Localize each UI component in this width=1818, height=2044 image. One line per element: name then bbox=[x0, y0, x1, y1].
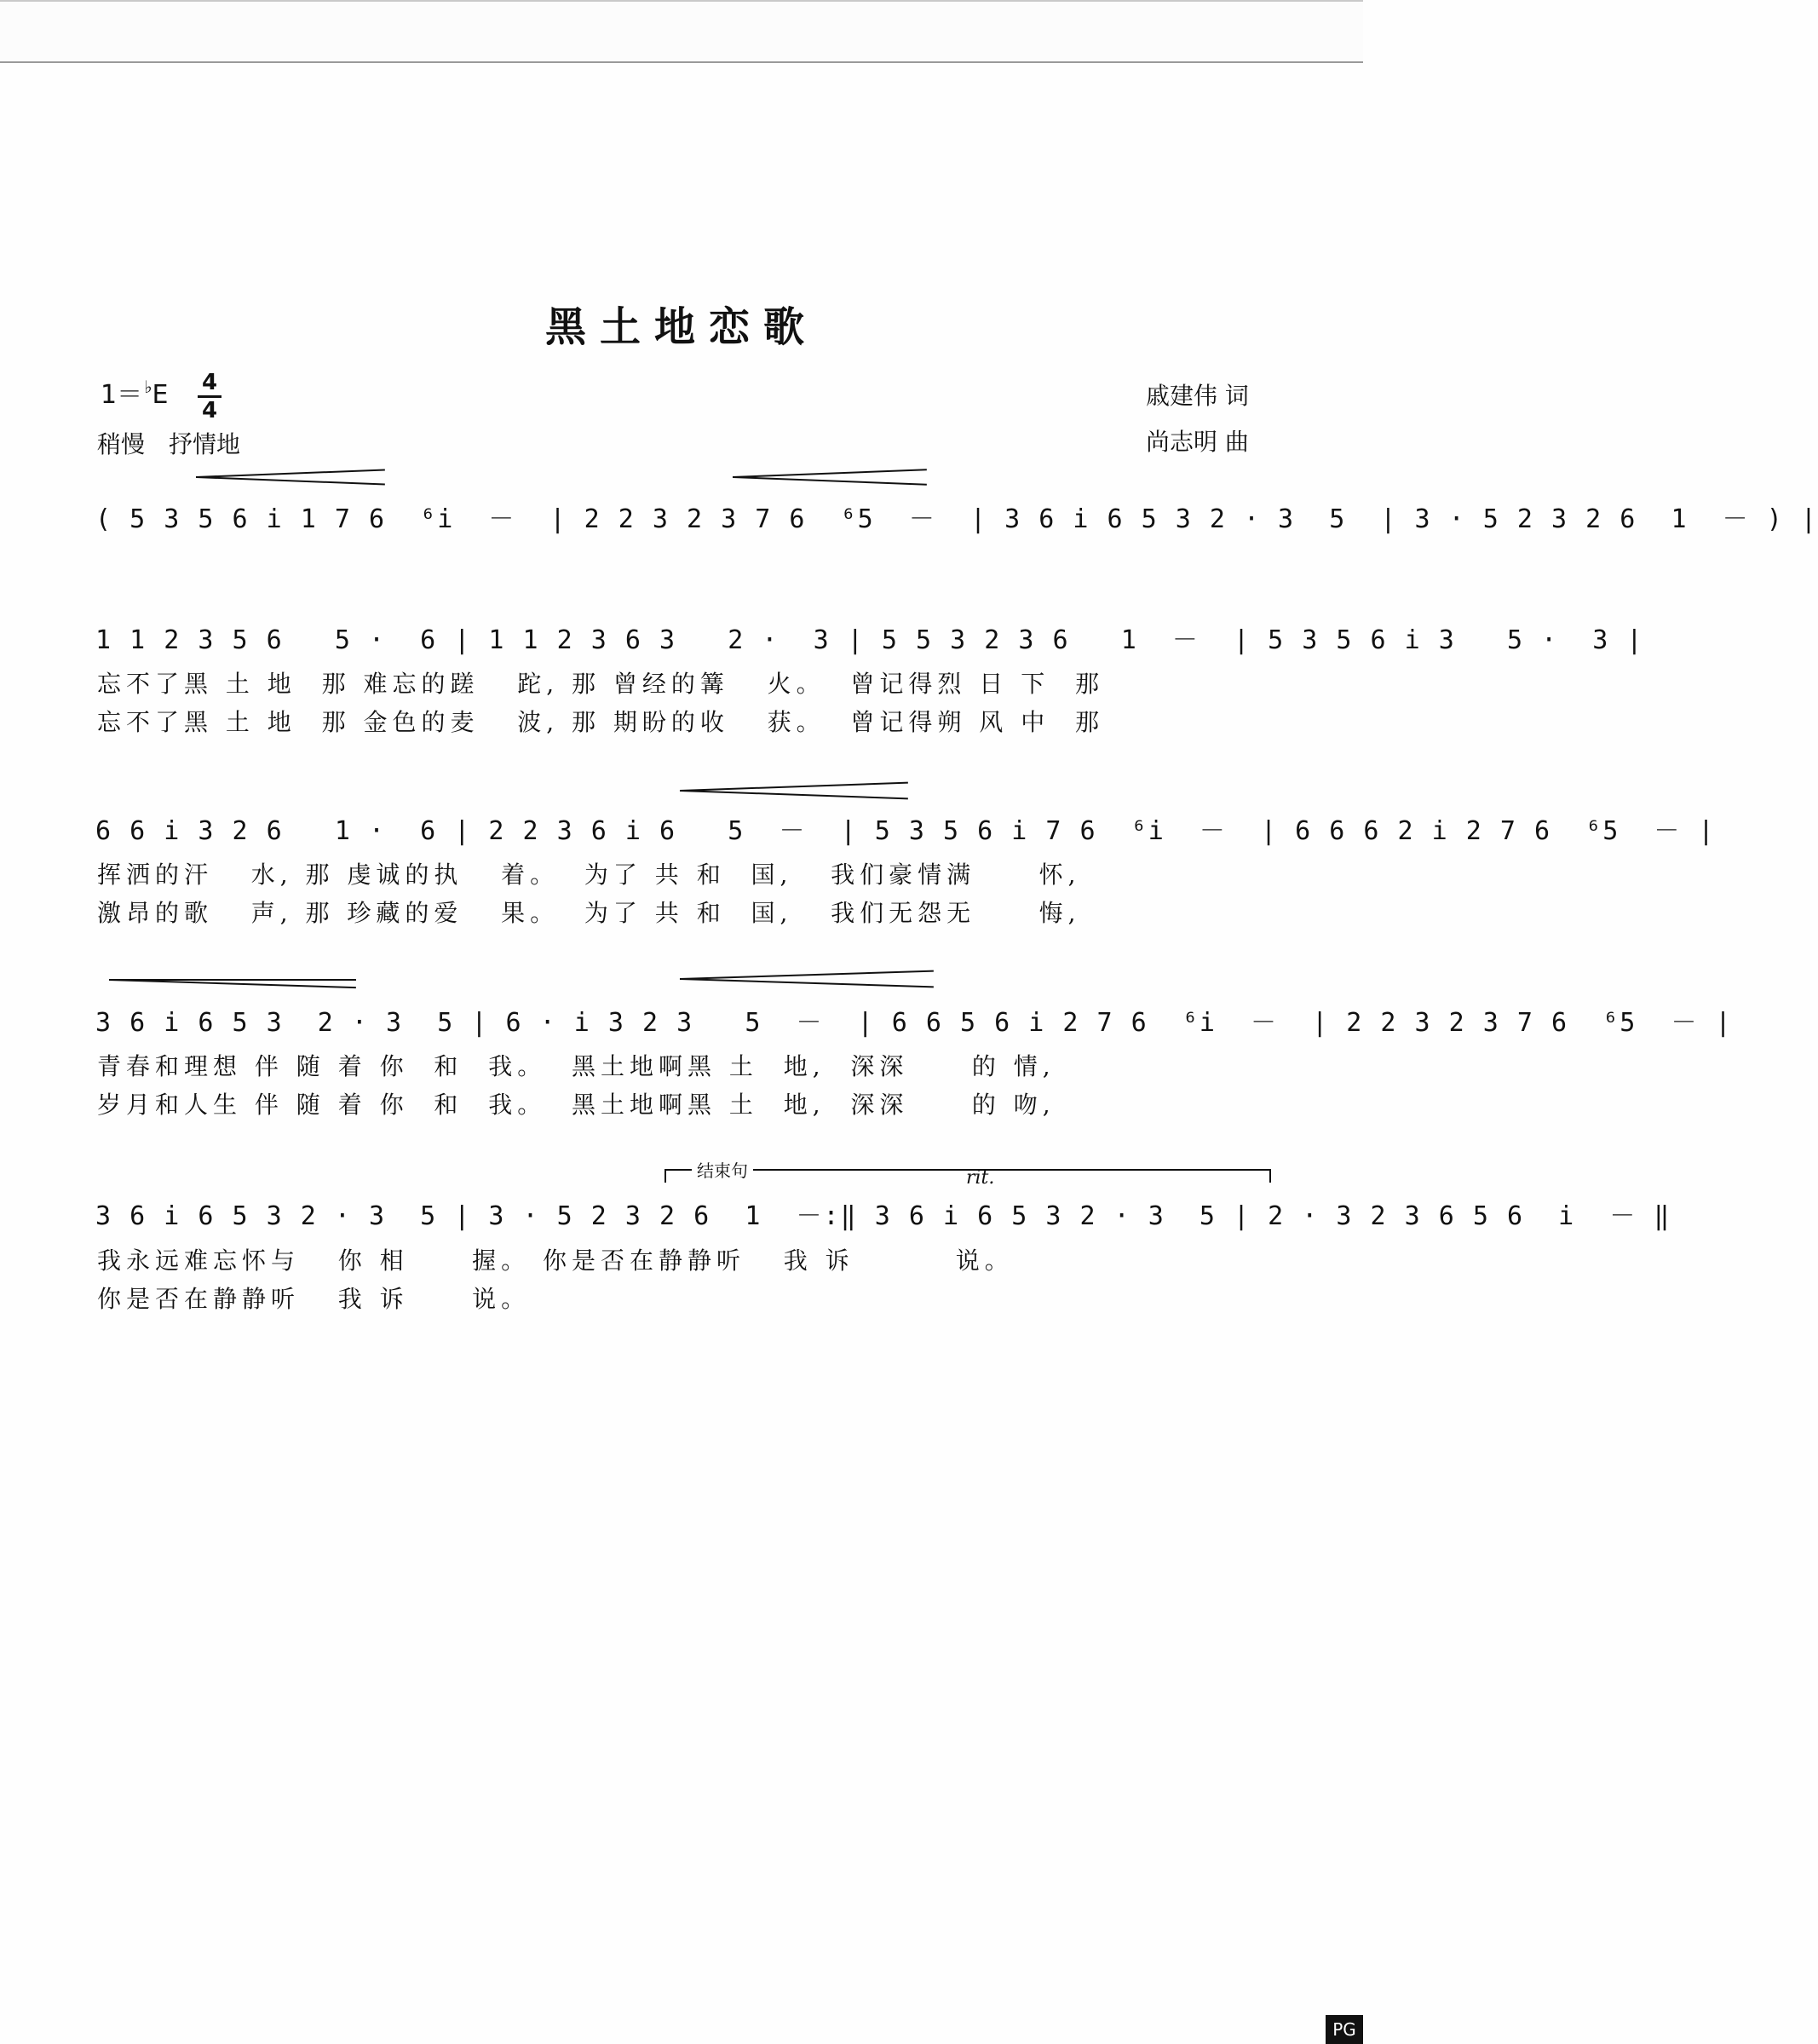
lyric-verse-2: 激昂的歌 声, 那 珍藏的爱 果。 为了 共 和 国, 我们无怨无 悔, bbox=[97, 899, 1081, 927]
ending-label: 结束句 bbox=[692, 1157, 753, 1182]
lyric-verse-2: 你是否在静静听 我 诉 说。 bbox=[97, 1285, 531, 1313]
top-divider bbox=[0, 0, 1363, 2]
lyric-verse-1: 我永远难忘怀与 你 相 握。 你是否在静静听 我 诉 说。 bbox=[97, 1247, 1014, 1275]
time-signature bbox=[198, 371, 221, 422]
staff-line-2: 1 1 2 3 5 6 5 · 6 | 1 1 2 3 6 3 2 · 3 | 5 5 3 2 3 6 1 － | 5 3 5 6 i 3 5 · 3 | bbox=[95, 625, 1644, 655]
lyric-verse-2: 忘不了黑 土 地 那 金色的麦 波, 那 期盼的收 获。 曾记得朔 风 中 那 bbox=[97, 708, 1105, 736]
tempo-marking: 稍慢 抒情地 bbox=[97, 430, 241, 458]
lyricist-credit: 戚建伟 词 bbox=[1146, 382, 1249, 410]
top-bar bbox=[0, 0, 1363, 63]
time-top: 4 bbox=[201, 370, 218, 395]
page-number-tab: PG bbox=[1326, 2015, 1363, 2044]
flat-sign: ♭ bbox=[144, 377, 152, 397]
composer-credit: 尚志明 曲 bbox=[1146, 428, 1249, 456]
key-signature bbox=[101, 373, 169, 411]
staff-line-5: 3 6 i 6 5 3 2 · 3 5 | 3 · 5 2 3 2 6 1 －:‖ 3 6 i 6 5 3 2 · 3 5 | 2 · 3 2 3 6 5 6 i － ‖ bbox=[95, 1201, 1671, 1231]
lyric-verse-2: 岁月和人生 伴 随 着 你 和 我。 黑土地啊黑 土 地, 深深 的 吻, bbox=[97, 1091, 1056, 1119]
lyric-verse-1: 忘不了黑 土 地 那 难忘的蹉 跎, 那 曾经的篝 火。 曾记得烈 日 下 那 bbox=[97, 670, 1105, 698]
staff-line-1: ( 5 3 5 6 i 1 7 6 ⁶i － | 2 2 3 2 3 7 6 ⁶5 － | 3 6 i 6 5 3 2 · 3 5 | 3 · 5 2 3 2 6 1 － ) | bbox=[95, 504, 1818, 534]
lyric-verse-1: 挥洒的汗 水, 那 虔诚的执 着。 为了 共 和 国, 我们豪情满 怀, bbox=[97, 861, 1081, 889]
ritardando-mark: rit. bbox=[966, 1167, 995, 1189]
song-title: 黑土地恋歌 bbox=[544, 303, 818, 351]
time-bottom: 4 bbox=[201, 398, 218, 423]
key-note: E bbox=[152, 380, 169, 410]
staff-line-3: 6 6 i 3 2 6 1 · 6 | 2 2 3 6 i 6 5 － | 5 3 5 6 i 7 6 ⁶i － | 6 6 6 2 i 2 7 6 ⁶5 － | bbox=[95, 816, 1716, 846]
staff-line-4: 3 6 i 6 5 3 2 · 3 5 | 6 · i 3 2 3 5 － | 6 6 5 6 i 2 7 6 ⁶i － | 2 2 3 2 3 7 6 ⁶5 － | bbox=[95, 1008, 1733, 1038]
lyric-verse-1: 青春和理想 伴 随 着 你 和 我。 黑土地啊黑 土 地, 深深 的 情, bbox=[97, 1052, 1056, 1080]
key-prefix: 1＝ bbox=[101, 380, 143, 410]
